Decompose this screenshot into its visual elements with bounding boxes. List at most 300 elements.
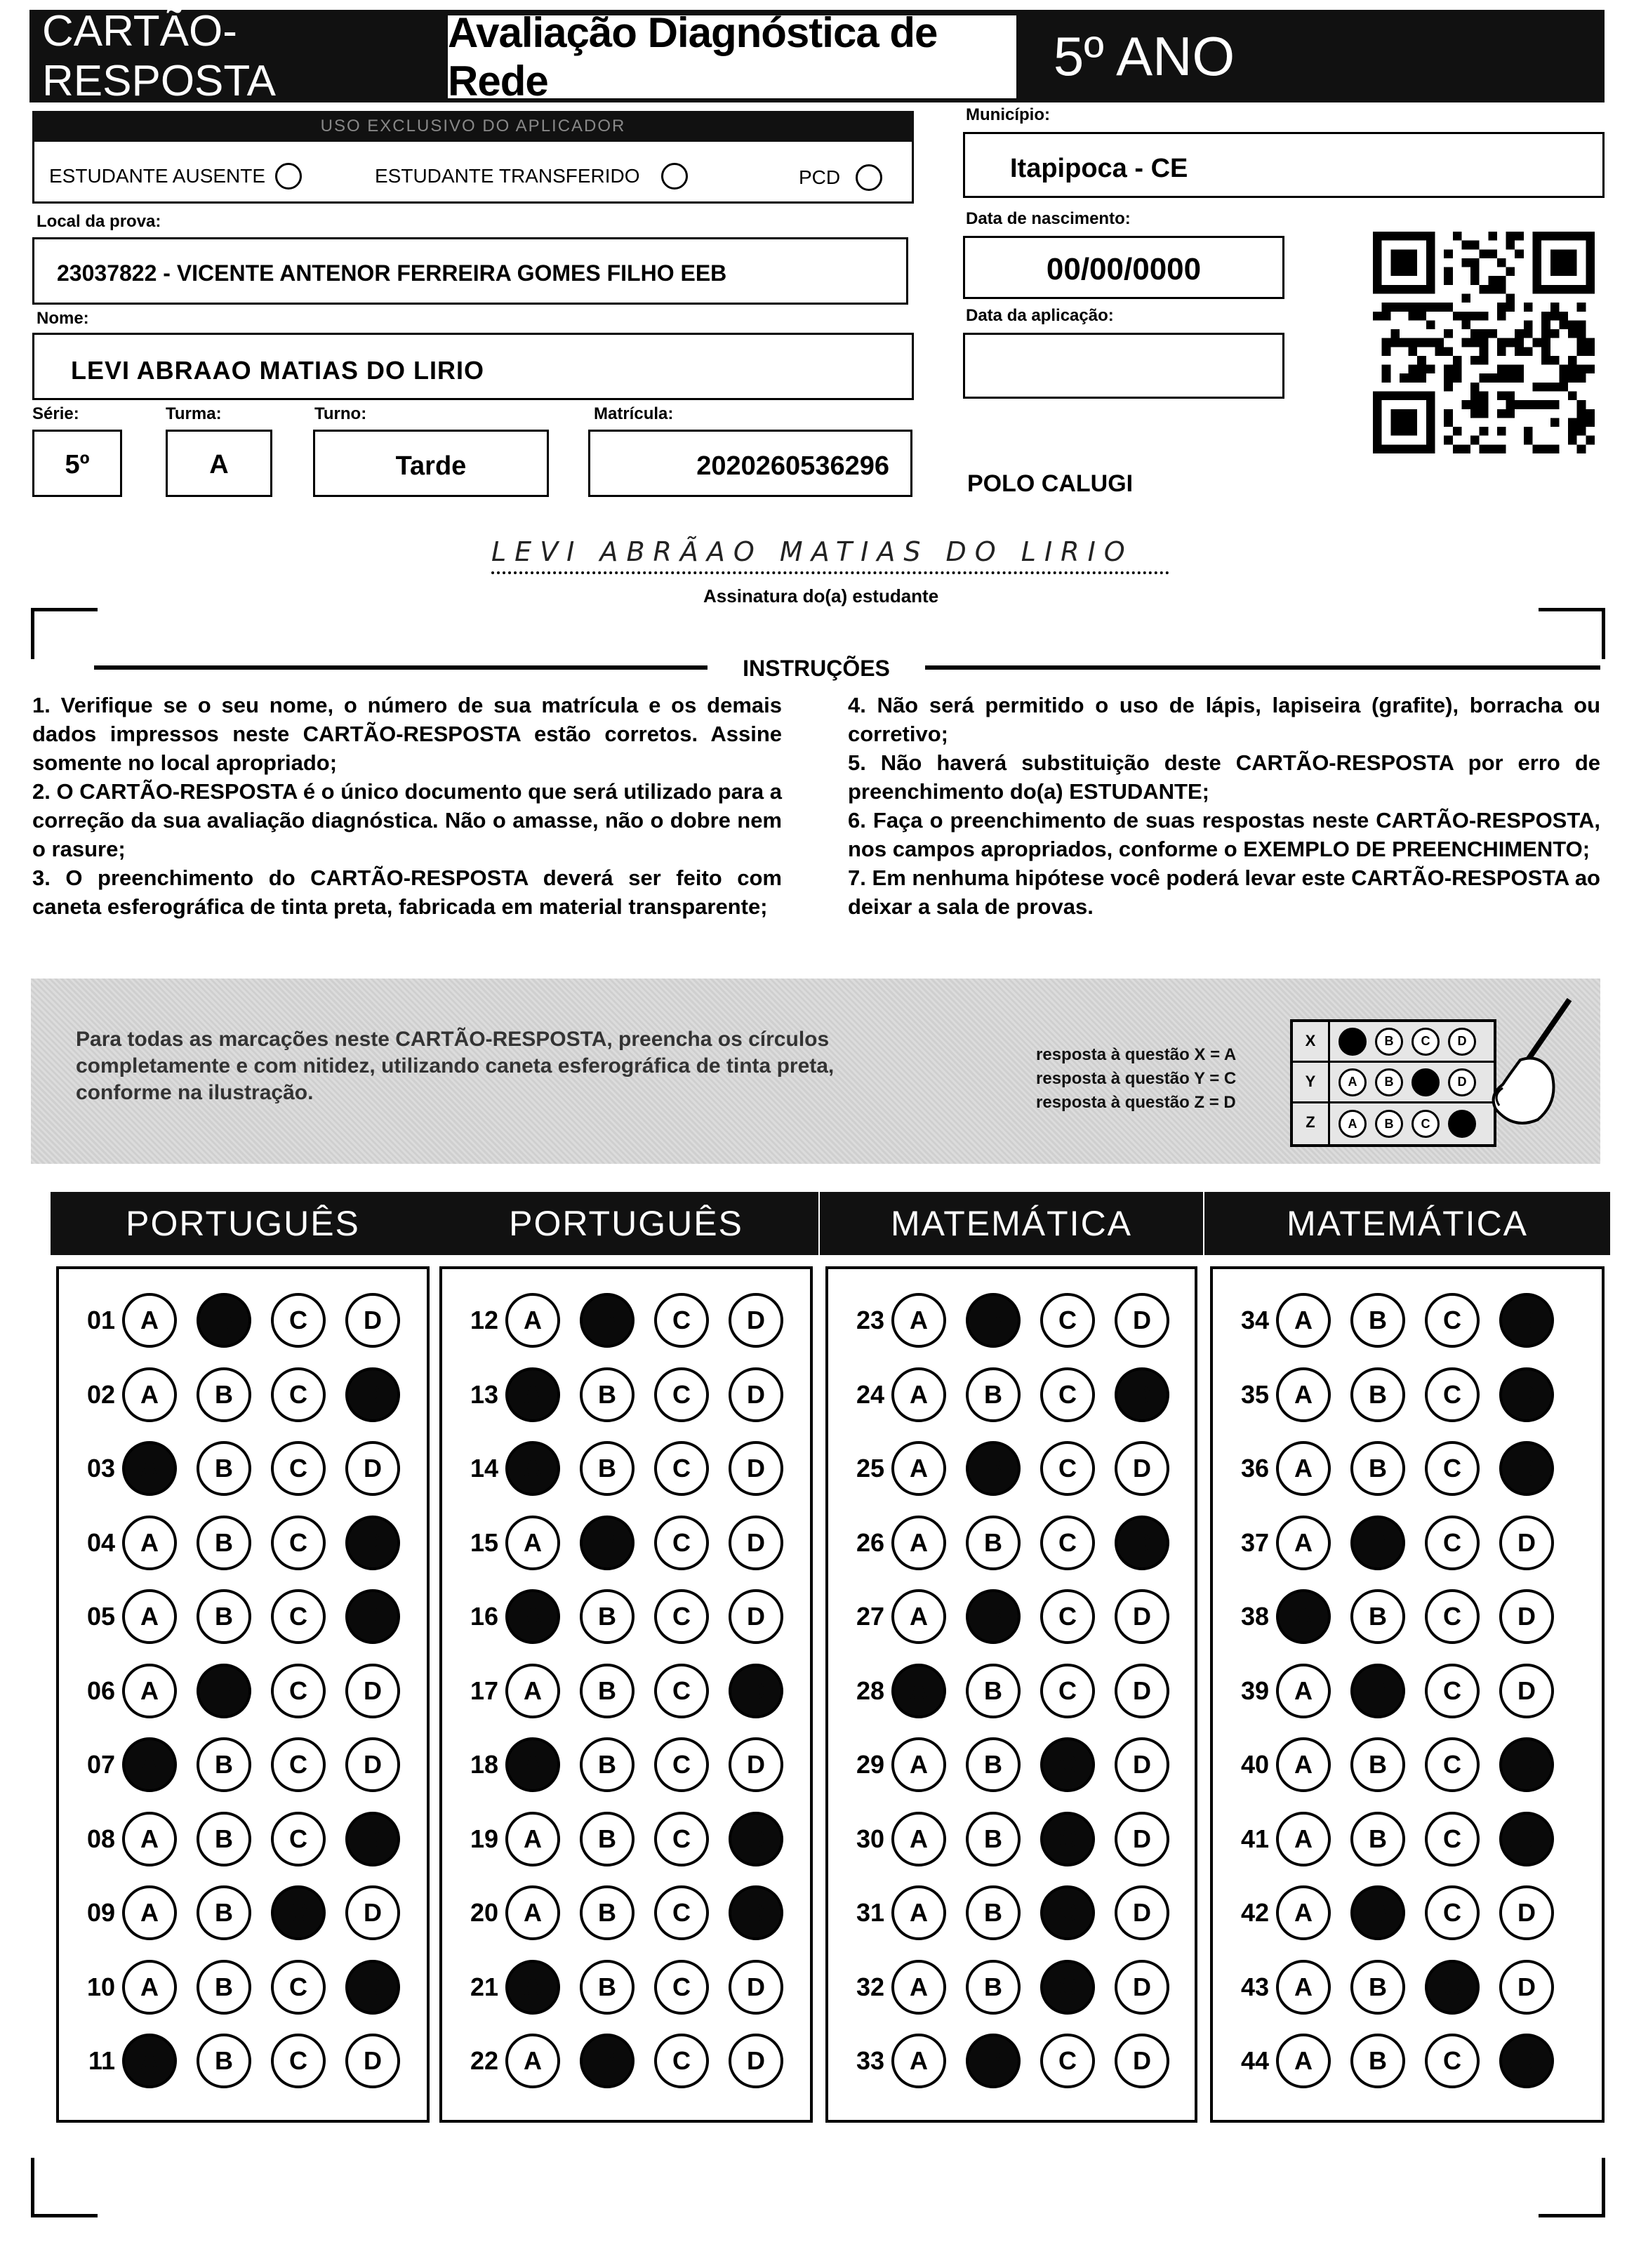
answer-bubble-a[interactable]: A <box>1276 1737 1331 1792</box>
example-legend <box>1036 1043 1236 1115</box>
answer-row <box>66 1659 420 1723</box>
answer-bubble-a[interactable]: A <box>1276 1589 1331 1644</box>
answer-bubble-c[interactable]: C <box>1425 1293 1480 1348</box>
answer-bubble-a[interactable]: A <box>505 1367 560 1422</box>
answer-bubble-d[interactable]: D <box>1499 1589 1554 1644</box>
question-number: 11 <box>88 2046 115 2075</box>
local-value: 23037822 - VICENTE ANTENOR FERREIRA GOMES FILHO EEB <box>57 260 727 286</box>
answer-bubble-d[interactable]: D <box>345 1441 400 1496</box>
answer-bubble-d[interactable]: D <box>345 1737 400 1792</box>
signature-line <box>491 571 1169 574</box>
answer-row <box>835 1733 1189 1796</box>
answer-bubble-d[interactable]: D <box>1499 2034 1554 2088</box>
answer-bubble-b[interactable]: B <box>197 1960 251 2015</box>
answer-bubble-b[interactable]: B <box>966 1589 1021 1644</box>
answer-bubble-b[interactable]: B <box>1350 1960 1405 2015</box>
answer-bubble-a[interactable]: A <box>1276 1960 1331 2015</box>
answer-bubble-d[interactable]: D <box>1115 1664 1169 1718</box>
answer-bubble-d[interactable]: D <box>1115 1589 1169 1644</box>
answer-bubble-b[interactable]: B <box>197 1516 251 1570</box>
pcd-option[interactable] <box>799 164 882 191</box>
answer-bubble-d[interactable]: D <box>1499 1737 1554 1792</box>
answer-bubble-d[interactable]: D <box>729 2034 783 2088</box>
answer-bubble-b[interactable]: B <box>1350 1885 1405 1940</box>
answer-row <box>1220 1808 1574 1871</box>
answer-bubble-c[interactable]: C <box>1040 1367 1095 1422</box>
answer-bubble-b[interactable]: B <box>580 1441 635 1496</box>
answer-row <box>1220 1437 1574 1500</box>
answer-panel <box>1210 1266 1605 2123</box>
answer-row <box>66 1956 420 2019</box>
answer-bubble-d[interactable]: D <box>345 1664 400 1718</box>
panel-title: PORTUGUÊS <box>51 1192 435 1255</box>
answer-bubble-c[interactable]: C <box>654 1441 709 1496</box>
matricula-value: 2020260536296 <box>696 451 889 481</box>
answer-bubble-a[interactable]: A <box>1276 1664 1331 1718</box>
answer-row <box>835 1659 1189 1723</box>
answer-bubble-a[interactable]: A <box>505 1293 560 1348</box>
answer-bubble-b[interactable]: B <box>966 1812 1021 1866</box>
example-text: Para todas as marcações neste CARTÃO-RESPOSTA, preencha os círculos completamente e com nitidez, utilizando caneta esferográfica de tinta preta, conforme na ilustração. <box>76 1028 835 1104</box>
answer-bubble-a[interactable]: A <box>122 1664 177 1718</box>
answer-row <box>1220 2029 1574 2093</box>
answer-bubble-b[interactable]: B <box>1350 1737 1405 1792</box>
question-number: 21 <box>470 1972 498 2001</box>
answer-bubble-a[interactable]: A <box>505 1664 560 1718</box>
serie-field <box>32 430 122 497</box>
answer-bubble-d[interactable]: D <box>345 1960 400 2015</box>
question-number: 10 <box>86 1972 115 2001</box>
answer-panel <box>439 1266 813 2123</box>
answer-bubble-a[interactable]: A <box>891 1516 946 1570</box>
answer-bubble-c[interactable]: C <box>654 2034 709 2088</box>
answer-bubble-a[interactable]: A <box>1276 1367 1331 1422</box>
answer-bubble-c[interactable]: C <box>1040 1516 1095 1570</box>
question-number: 17 <box>470 1676 498 1705</box>
answer-bubble-b[interactable]: B <box>197 1293 251 1348</box>
answer-bubble-c[interactable]: C <box>271 1293 326 1348</box>
answer-bubble-c[interactable]: C <box>1040 1293 1095 1348</box>
answer-bubble-b[interactable]: B <box>197 1737 251 1792</box>
answer-bubble-a[interactable]: A <box>122 1589 177 1644</box>
answer-bubble-d[interactable]: D <box>1499 1367 1554 1422</box>
answer-bubble-b[interactable]: B <box>1350 1516 1405 1570</box>
answer-bubble-d[interactable]: D <box>1115 1960 1169 2015</box>
question-number: 39 <box>1240 1676 1269 1705</box>
answer-bubble-c[interactable]: C <box>1425 1441 1480 1496</box>
answer-bubble-c[interactable]: C <box>271 2034 326 2088</box>
instructions-title: INSTRUÇÕES <box>743 656 890 681</box>
answer-bubble-c[interactable]: C <box>654 1664 709 1718</box>
pcd-circle[interactable] <box>856 164 882 191</box>
answer-row <box>449 1659 803 1723</box>
answer-row <box>1220 1511 1574 1574</box>
answer-bubble-a[interactable]: A <box>1276 1441 1331 1496</box>
answer-bubble-b[interactable]: B <box>197 1441 251 1496</box>
turno-label: Turno: <box>314 404 367 423</box>
answer-bubble-b[interactable]: B <box>1350 1441 1405 1496</box>
answer-bubble-c[interactable]: C <box>1040 1960 1095 2015</box>
question-number: 08 <box>86 1824 115 1853</box>
answer-bubble-d[interactable]: D <box>345 1885 400 1940</box>
question-number: 18 <box>470 1750 498 1779</box>
answer-bubble-d[interactable]: D <box>1499 1812 1554 1866</box>
instructions-rule-left <box>94 665 708 670</box>
answer-bubble-b[interactable]: B <box>1350 1812 1405 1866</box>
panel-title: MATEMÁTICA <box>1204 1192 1610 1255</box>
answer-bubble-a[interactable]: A <box>122 1812 177 1866</box>
answer-bubble-b[interactable]: B <box>197 1812 251 1866</box>
answer-bubble-b[interactable]: B <box>966 1293 1021 1348</box>
question-number: 13 <box>470 1379 498 1409</box>
answer-bubble-a[interactable]: A <box>122 1960 177 2015</box>
local-field <box>32 237 908 305</box>
answer-bubble-c[interactable]: C <box>1040 1885 1095 1940</box>
answer-bubble-c[interactable]: C <box>654 1516 709 1570</box>
panel-title: MATEMÁTICA <box>820 1192 1203 1255</box>
answer-bubble-d[interactable]: D <box>1115 1441 1169 1496</box>
answer-bubble-c[interactable]: C <box>271 1812 326 1866</box>
answer-bubble-b[interactable]: B <box>1350 2034 1405 2088</box>
answer-bubble-b[interactable]: B <box>966 1737 1021 1792</box>
answer-bubble-d[interactable]: D <box>1115 1516 1169 1570</box>
applicator-title: USO EXCLUSIVO DO APLICADOR <box>32 111 914 142</box>
answer-bubble-b[interactable]: B <box>580 1812 635 1866</box>
answer-bubble-b[interactable]: B <box>966 1885 1021 1940</box>
answer-bubble-b[interactable]: B <box>1350 1367 1405 1422</box>
answer-bubble-b[interactable]: B <box>580 1516 635 1570</box>
answer-bubble-c[interactable]: C <box>654 1367 709 1422</box>
answer-row <box>1220 1289 1574 1352</box>
answer-bubble-a[interactable]: A <box>1276 1293 1331 1348</box>
answer-bubble-b[interactable]: B <box>197 1589 251 1644</box>
transferred-circle[interactable] <box>661 163 688 190</box>
answer-bubble-d[interactable]: D <box>1115 1812 1169 1866</box>
example-bubble-b: B <box>1375 1028 1403 1056</box>
answer-bubble-a[interactable]: A <box>505 1441 560 1496</box>
answer-bubble-d[interactable]: D <box>729 1441 783 1496</box>
answer-bubble-c[interactable]: C <box>654 1812 709 1866</box>
answer-row <box>1220 1956 1574 2019</box>
answer-bubble-a[interactable]: A <box>505 1960 560 2015</box>
example-bubble-d: D <box>1448 1110 1476 1138</box>
question-number: 44 <box>1240 2046 1269 2075</box>
answer-bubble-d[interactable]: D <box>345 1812 400 1866</box>
answer-bubble-b[interactable]: B <box>580 1960 635 2015</box>
answer-bubble-b[interactable]: B <box>1350 1664 1405 1718</box>
answer-bubble-d[interactable]: D <box>1499 1293 1554 1348</box>
question-number: 30 <box>856 1824 884 1853</box>
answer-bubble-a[interactable]: A <box>505 2034 560 2088</box>
absent-option[interactable] <box>49 163 302 190</box>
answer-bubble-c[interactable]: C <box>1425 1367 1480 1422</box>
answer-row <box>449 2029 803 2093</box>
example-bubble-d: D <box>1448 1028 1476 1056</box>
answer-bubble-b[interactable]: B <box>966 1960 1021 2015</box>
question-number: 02 <box>86 1379 115 1409</box>
answer-bubble-d[interactable]: D <box>345 1293 400 1348</box>
matricula-field <box>588 430 912 497</box>
answer-bubble-a[interactable]: A <box>1276 1885 1331 1940</box>
answer-bubble-d[interactable]: D <box>1499 1664 1554 1718</box>
answer-bubble-b[interactable]: B <box>1350 1589 1405 1644</box>
municipio-field <box>963 132 1605 198</box>
answer-bubble-a[interactable]: A <box>891 1367 946 1422</box>
turma-field <box>166 430 272 497</box>
answer-bubble-a[interactable]: A <box>1276 2034 1331 2088</box>
question-number: 04 <box>86 1527 115 1557</box>
answer-bubble-c[interactable]: C <box>1425 1885 1480 1940</box>
answer-bubble-c[interactable]: C <box>1040 1812 1095 1866</box>
question-number: 16 <box>470 1602 498 1631</box>
question-number: 12 <box>470 1306 498 1334</box>
answer-bubble-d[interactable]: D <box>1499 1441 1554 1496</box>
example-bubble-c: C <box>1412 1110 1440 1138</box>
answer-bubble-a[interactable]: A <box>122 1367 177 1422</box>
absent-label: ESTUDANTE AUSENTE <box>49 165 266 187</box>
answer-bubble-b[interactable]: B <box>580 1367 635 1422</box>
answer-bubble-a[interactable]: A <box>891 1960 946 2015</box>
question-number: 36 <box>1240 1454 1269 1483</box>
answer-bubble-a[interactable]: A <box>891 1589 946 1644</box>
answer-row <box>835 1437 1189 1500</box>
answer-bubble-d[interactable]: D <box>1115 1293 1169 1348</box>
answer-bubble-a[interactable]: A <box>122 2034 177 2088</box>
absent-circle[interactable] <box>275 163 302 190</box>
local-label: Local da prova: <box>36 212 161 231</box>
answer-bubble-d[interactable]: D <box>729 1293 783 1348</box>
example-line-x: resposta à questão X = A <box>1036 1045 1237 1064</box>
answer-bubble-d[interactable]: D <box>345 1367 400 1422</box>
example-grid <box>1290 1019 1496 1147</box>
answer-panel <box>825 1266 1197 2123</box>
answer-bubble-a[interactable]: A <box>122 1737 177 1792</box>
example-row <box>1293 1063 1494 1103</box>
answer-bubble-a[interactable]: A <box>505 1737 560 1792</box>
nome-field <box>32 333 914 400</box>
answer-bubble-a[interactable]: A <box>891 2034 946 2088</box>
question-number: 28 <box>856 1676 884 1705</box>
answer-bubble-c[interactable]: C <box>1425 1516 1480 1570</box>
answer-bubble-c[interactable]: C <box>271 1960 326 2015</box>
answer-row <box>835 1289 1189 1352</box>
turma-value: A <box>209 450 229 479</box>
answer-row <box>449 1289 803 1352</box>
answer-bubble-d[interactable]: D <box>1115 2034 1169 2088</box>
answer-bubble-d[interactable]: D <box>729 1885 783 1940</box>
turno-field <box>313 430 549 497</box>
answer-bubble-b[interactable]: B <box>580 1293 635 1348</box>
answer-bubble-c[interactable]: C <box>1040 2034 1095 2088</box>
answer-bubble-c[interactable]: C <box>1425 1664 1480 1718</box>
answer-bubble-b[interactable]: B <box>197 1664 251 1718</box>
answer-bubble-a[interactable]: A <box>122 1516 177 1570</box>
answer-bubble-a[interactable]: A <box>505 1812 560 1866</box>
question-number: 41 <box>1240 1824 1269 1853</box>
answer-bubble-d[interactable]: D <box>729 1367 783 1422</box>
nascimento-field <box>963 236 1284 299</box>
nome-value: LEVI ABRAAO MATIAS DO LIRIO <box>71 356 484 385</box>
question-number: 27 <box>856 1602 884 1631</box>
answer-row <box>449 1437 803 1500</box>
answer-bubble-c[interactable]: C <box>1425 1960 1480 2015</box>
example-row-label: Y <box>1293 1063 1330 1101</box>
answer-bubble-a[interactable]: A <box>891 1737 946 1792</box>
answer-bubble-a[interactable]: A <box>891 1812 946 1866</box>
answer-row <box>449 1585 803 1648</box>
question-number: 06 <box>86 1676 115 1705</box>
answer-bubble-c[interactable]: C <box>1425 1812 1480 1866</box>
answer-bubble-d[interactable]: D <box>1115 1737 1169 1792</box>
answer-bubble-b[interactable]: B <box>1350 1293 1405 1348</box>
answer-bubble-b[interactable]: B <box>966 1664 1021 1718</box>
answer-bubble-c[interactable]: C <box>1040 1441 1095 1496</box>
answer-bubble-c[interactable]: C <box>654 1885 709 1940</box>
answer-bubble-b[interactable]: B <box>197 2034 251 2088</box>
transferred-option[interactable] <box>375 163 688 190</box>
answer-bubble-a[interactable]: A <box>1276 1812 1331 1866</box>
question-number: 20 <box>470 1898 498 1927</box>
question-number: 15 <box>470 1527 498 1557</box>
answer-bubble-d[interactable]: D <box>729 1812 783 1866</box>
question-number: 42 <box>1240 1898 1269 1927</box>
answer-bubble-c[interactable]: C <box>271 1664 326 1718</box>
question-number: 26 <box>856 1527 884 1557</box>
answer-bubble-b[interactable]: B <box>580 2034 635 2088</box>
answer-bubble-b[interactable]: B <box>580 1589 635 1644</box>
answer-bubble-d[interactable]: D <box>729 1664 783 1718</box>
answer-bubble-b[interactable]: B <box>966 1516 1021 1570</box>
answer-bubble-a[interactable]: A <box>505 1589 560 1644</box>
answer-bubble-a[interactable]: A <box>122 1885 177 1940</box>
serie-label: Série: <box>32 404 79 423</box>
example-row <box>1293 1103 1494 1144</box>
answer-row <box>66 1511 420 1574</box>
signature-handwriting: LEVI ABRÃAO MATIAS DO LIRIO <box>491 536 1134 567</box>
example-line-z: resposta à questão Z = D <box>1036 1093 1236 1112</box>
answer-row <box>66 1437 420 1500</box>
answer-bubble-d[interactable]: D <box>729 1516 783 1570</box>
answer-bubble-b[interactable]: B <box>580 1737 635 1792</box>
municipio-label: Município: <box>966 105 1050 124</box>
answer-bubble-d[interactable]: D <box>345 1516 400 1570</box>
answer-bubble-d[interactable]: D <box>729 1960 783 2015</box>
answer-bubble-a[interactable]: A <box>1276 1516 1331 1570</box>
answer-bubble-c[interactable]: C <box>271 1516 326 1570</box>
answer-bubble-d[interactable]: D <box>1499 1885 1554 1940</box>
answer-bubble-d[interactable]: D <box>1115 1885 1169 1940</box>
serie-value: 5º <box>65 450 90 479</box>
answer-bubble-c[interactable]: C <box>1040 1737 1095 1792</box>
answer-row <box>449 1956 803 2019</box>
pcd-label: PCD <box>799 166 841 188</box>
answer-bubble-a[interactable]: A <box>505 1885 560 1940</box>
answer-row <box>66 1733 420 1796</box>
answer-bubble-c[interactable]: C <box>1425 2034 1480 2088</box>
answer-row <box>835 1956 1189 2019</box>
answer-bubble-c[interactable]: C <box>1425 1737 1480 1792</box>
answer-bubble-c[interactable]: C <box>271 1589 326 1644</box>
question-number: 19 <box>470 1824 498 1853</box>
answer-bubble-c[interactable]: C <box>271 1885 326 1940</box>
answer-bubble-c[interactable]: C <box>654 1589 709 1644</box>
nome-label: Nome: <box>36 309 89 328</box>
answer-bubble-c[interactable]: C <box>271 1737 326 1792</box>
answer-bubble-c[interactable]: C <box>1040 1589 1095 1644</box>
example-bubble-b: B <box>1375 1068 1403 1096</box>
question-number: 40 <box>1240 1750 1269 1779</box>
answer-bubble-a[interactable]: A <box>891 1293 946 1348</box>
question-number: 35 <box>1240 1379 1269 1409</box>
answer-row <box>449 1881 803 1944</box>
answer-row <box>835 2029 1189 2093</box>
answer-bubble-b[interactable]: B <box>580 1664 635 1718</box>
answer-bubble-c[interactable]: C <box>654 1737 709 1792</box>
answer-bubble-c[interactable]: C <box>1040 1664 1095 1718</box>
answer-bubble-a[interactable]: A <box>891 1441 946 1496</box>
example-bubble-a: A <box>1339 1028 1367 1056</box>
example-bubble-c: C <box>1412 1028 1440 1056</box>
panel-title: PORTUGUÊS <box>434 1192 818 1255</box>
answer-bubble-d[interactable]: D <box>729 1737 783 1792</box>
answer-row <box>1220 1733 1574 1796</box>
answer-bubble-b[interactable]: B <box>966 1367 1021 1422</box>
answer-bubble-a[interactable]: A <box>891 1885 946 1940</box>
question-number: 31 <box>856 1898 884 1927</box>
answer-row <box>1220 1659 1574 1723</box>
answer-bubble-a[interactable]: A <box>122 1441 177 1496</box>
answer-bubble-b[interactable]: B <box>197 1367 251 1422</box>
answer-bubble-c[interactable]: C <box>271 1367 326 1422</box>
answer-bubble-a[interactable]: A <box>122 1293 177 1348</box>
answer-bubble-b[interactable]: B <box>580 1885 635 1940</box>
answer-bubble-d[interactable]: D <box>345 2034 400 2088</box>
answer-row <box>449 1363 803 1426</box>
question-number: 25 <box>856 1454 884 1483</box>
answer-row <box>835 1363 1189 1426</box>
question-number: 34 <box>1240 1306 1269 1334</box>
question-number: 37 <box>1240 1527 1269 1557</box>
answer-bubble-b[interactable]: B <box>966 2034 1021 2088</box>
answer-bubble-d[interactable]: D <box>1499 1516 1554 1570</box>
polo-text: POLO CALUGI <box>967 470 1134 497</box>
answer-row <box>66 1881 420 1944</box>
question-number: 33 <box>856 2046 884 2075</box>
corner-top-left <box>31 608 98 659</box>
answer-row <box>66 2029 420 2093</box>
answer-bubble-d[interactable]: D <box>1115 1367 1169 1422</box>
example-bubble-a: A <box>1339 1110 1367 1138</box>
answer-row <box>66 1808 420 1871</box>
example-row <box>1293 1022 1494 1063</box>
answer-bubble-c[interactable]: C <box>654 1293 709 1348</box>
question-number: 01 <box>86 1306 115 1334</box>
answer-bubble-b[interactable]: B <box>966 1441 1021 1496</box>
question-number: 22 <box>470 2046 498 2075</box>
answer-bubble-b[interactable]: B <box>197 1885 251 1940</box>
answer-bubble-a[interactable]: A <box>505 1516 560 1570</box>
answer-bubble-c[interactable]: C <box>271 1441 326 1496</box>
instructions-left: 1. Verifique se o seu nome, o número de sua matrícula e os demais dados impressos neste CARTÃO-RESPOSTA estão corretos. Assine somente no local apropriado; 2. O CARTÃO-RESPOSTA é o único documento que será utilizado para a correção da sua avaliação diagnóstica. Não o amasse, não o dobre nem o rasure; 3. O preenchimento do CARTÃO-RESPOSTA deverá ser feito com caneta esferográfica de tinta preta, fabricada em material transparente; <box>32 693 782 919</box>
answer-bubble-d[interactable]: D <box>345 1589 400 1644</box>
answer-bubble-c[interactable]: C <box>654 1960 709 2015</box>
answer-row <box>66 1363 420 1426</box>
answer-bubble-c[interactable]: C <box>1425 1589 1480 1644</box>
answer-bubble-d[interactable]: D <box>1499 1960 1554 2015</box>
answer-bubble-d[interactable]: D <box>729 1589 783 1644</box>
question-number: 23 <box>856 1306 884 1334</box>
answer-bubble-a[interactable]: A <box>891 1664 946 1718</box>
